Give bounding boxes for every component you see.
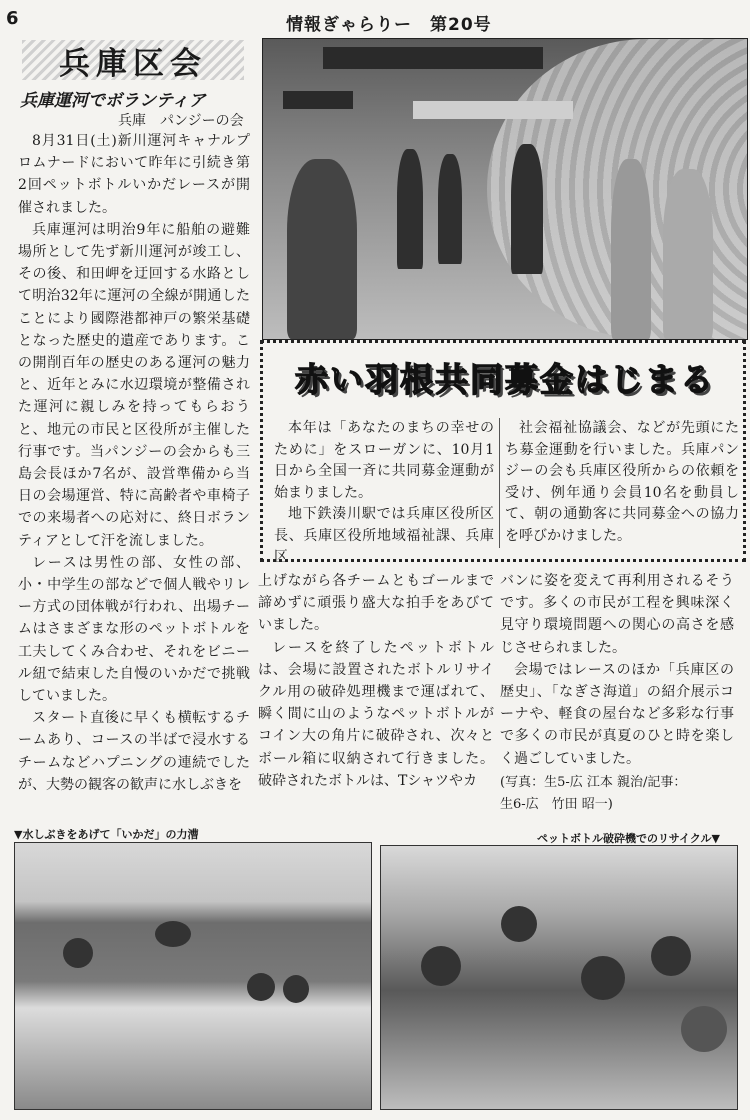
paragraph: 上げながら各チームともゴールまで諦めずに頑張り盛大な拍手をあびていました。 xyxy=(258,573,494,634)
paragraph: 地下鉄湊川駅では兵庫区役所区長、兵庫区役所地域福祉課、兵庫区 xyxy=(274,506,494,565)
box-column-1 xyxy=(274,418,494,569)
paragraph: 社会福祉協議会、などが先頭にたち募金運動を行いました。兵庫パンジーの会も兵庫区役所からの依頼を受け、例年通り会員10名を動員して、朝の通勤客に共同募金への協力を呼びかけました。 xyxy=(505,420,739,544)
paragraph: 兵庫運河は明治9年に船舶の避難場所として先ず新川運河が竣工し、その後、和田岬を迂回する水路として明治32年に運河の全線が開通したことにより國際港都神戸の繁栄基礎となった歴史的遺産であります。この開削百年の歴史のある運河の魅力と、近年とみに水辺環境が整備された運河に親しみを持ってもらおうと、地元の市民と区役所が主催した行事です。当パンジーの会からも三島会長ほか7名が、設営準備から当日の会場運営、特に高齢者や車椅子での来場者への応対に、終日ボランティアとして汗を流しました。 xyxy=(18,221,250,549)
paragraph: 8月31日(土)新川運河キャナルプロムナードにおいて昨年に引続き第2回ペットボトルいかだレースが開催されました。 xyxy=(18,133,250,216)
section-title: 兵庫区会 xyxy=(22,40,244,80)
photo-caption-recycling: ペットボトル破砕機でのリサイクル▼ xyxy=(537,832,720,845)
photo-bottle-recycling xyxy=(380,845,738,1110)
article-subtitle: 兵庫運河でボランティア xyxy=(20,91,206,111)
article-column-1 xyxy=(18,130,250,796)
paragraph: 会場ではレースのほか「兵庫区の歴史」、「なぎさ海道」の紹介展示コーナや、軽食の屋台など多彩な行事で多くの市民が真夏のひと時を楽しく過ごしていました。 xyxy=(500,661,734,767)
article-column-2 xyxy=(258,570,494,792)
issue-title: 情報ぎゃらりー 第20号 xyxy=(286,15,492,35)
paragraph: スタート直後に早くも横転するチームあり、コースの半ばで浸水するチームなどハプニングの連続でしたが、大勢の観客の歓声に水しぶきを xyxy=(18,710,250,793)
byline: 兵庫 パンジーの会 xyxy=(118,113,244,129)
photo-raft-race xyxy=(14,842,372,1110)
photo-credit: (写真：生5-広 江本 親治/記事： 生6-広 竹田 昭一) xyxy=(500,775,687,812)
paragraph: 本年は「あなたのまちの幸せのために」をスローガンに、10月1日から全国一斉に共同募金運動が始まりました。 xyxy=(274,420,494,501)
paragraph: レースを終了したペットボトルは、会場に設置されたボトルリサイクル用の破砕処理機まで運ばれて、瞬く間に山のようなペットボトルがコイン大の角片に破砕され、次々とボール箱に収納されて行きました。破砕されたボトルは、Tシャツやカ xyxy=(258,639,494,789)
article-column-3 xyxy=(500,570,734,770)
photo-caption-raft: ▼水しぶきをあげて「いかだ」の力漕 xyxy=(14,828,199,841)
page-number: 6 xyxy=(6,8,19,29)
column-divider xyxy=(499,418,500,548)
paragraph: レースは男性の部、女性の部、小・中学生の部などで個人戦やリレー方式の団体戦が行われ、出場チームはさまざまな形のペットボトルを工夫してくみ合わせ、それをビニール紐で結束した自慢のいかだで挑戦していました。 xyxy=(18,554,250,705)
article-headline: 赤い羽根共同募金はじまる xyxy=(295,359,715,399)
paragraph: バンに姿を変えて再利用されるそうです。多くの市民が工程を興味深く見守り環境問題への関心の高さを感じさせられました。 xyxy=(500,573,734,656)
photo-station-fundraising xyxy=(262,38,748,340)
box-column-2 xyxy=(505,418,739,547)
